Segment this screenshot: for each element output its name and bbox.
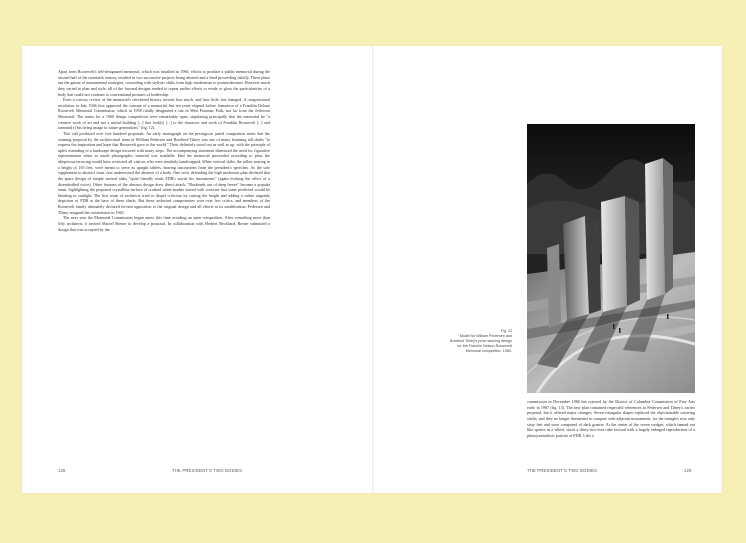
caption-line: Model for William Pedersen and: [459, 334, 512, 338]
paragraph: Apart from Roosevelt's self-designated memorial, which was installed in 1966, efforts to produce a public memorial during the second half of the twentieth century resulted in two successive projects being aborted and a third proceeding fitfully. These plans ran the gamut of monumental strategies, coinciding with stylistic shifts from high modernism to postmodernism. However much they varied in plan and style, all of the favored designs tended to repeat earlier efforts to evade or gloss the particularities of a body that could not conform to conventional postures of leadership.: [58, 69, 270, 97]
caption-line: Bradford Tilney's prize-winning design: [450, 339, 512, 343]
book-gutter: [372, 46, 374, 493]
running-head-right: THE PRESIDENT'S TWO BODIES: [527, 468, 598, 473]
paragraph: Even a cursory review of the memorial's checkered history reveals how much, and how little, has changed. A congressional resolution in July 1946 first approved the concept of a memorial, but ten years elapsed before formation of a Franklin Delano Roosevelt Memorial Commission, which in 1958 finally designated a site in West Potomac Park, not far from the Jefferson Memorial. The terms for a 1960 design competition were remarkably open, stipulating principally that the memorial be "a creative work of art and not a useful building [...] that look[s] [...] to the character and work of Franklin Roosevelt [...] and transmit[s] his living image to future generations" (fig. 12).: [58, 97, 270, 131]
paragraph: The next year the Memorial Commission began anew, this time avoiding an open competition. After consulting more than fifty architects, it invited Marcel Breuer to develop a proposal. In collaboration with Herbert Beckhard, Breuer submitted a design that was accepted by the: [58, 215, 270, 232]
paragraph: This call produced over five hundred proposals. An early monograph on the prestigious juried competition notes that the winning proposal by the architectural team of William Pedersen and Bradford Tilney was one of many featuring tall shafts "to express the inspiration and hope that Roosevelt gave to the world." Their definitely stood out as well as up, with the principle of uplift extending to a landscape design terraced with many steps. The accompanying statement dismissed the need for figurative representation when so much photographic material was available. Had the memorial proceeded according to plan, the ubiquitous terracing would have restricted all visitors who were similarly handicapped. White vertical slabs, the tallest soaring to a height of 165 feet, were meant to serve as upright tablets, bearing inscriptions from the president's speeches. As the sole supplement to abstract form, text underscored the absence of a body. One critic defending the high modernist plan declared that the spare design of simple incised slabs "quite literally reads FDR's words his instruments" (again evoking the effect of a disembodied voice). Other features of the abstract design drew direct attack. "Bookends out of deep freeze" became a popular taunt, highlighting the proposed crystalline surface of crushed white marble mixed with concrete that some predicted would be blinding in sunlight. The first team of architects tried to dispel criticism by cutting the height and adding a rather ungainly depiction of FDR at the base of these shafts. But these awkward compromises won over few critics, and members of the Roosevelt family ultimately declared fervent opposition to the original design and all efforts at its modification. Pedersen and Tilney resigned the commission in 1965.: [58, 130, 270, 215]
caption-line: Memorial competition, 1960.: [465, 349, 512, 353]
page-number-left: 128: [58, 468, 66, 473]
left-page-text-column: [58, 69, 270, 232]
photo-illustration: [527, 124, 695, 393]
figure-caption: [422, 329, 512, 354]
caption-line: Fig. 12: [500, 329, 512, 333]
right-page-text-column: [527, 399, 695, 438]
paragraph: commission in December 1966 but rejected by the District of Columbia Commission of Fine Arts early in 1967 (fig. 13). The new plan contained respectful references to Pedersen and Tilney's earlier proposal, but it offered major changes. Seven triangular shapes replaced the objectionable towering shafts, and they no longer threatened to compete with adjacent monuments, for the triangles rose only sixty feet and were composed of dark granite. At the center of the seven wedges, which fanned out like spokes in a wheel, stood a thirty-two-foot cube incised with a hugely enlarged reproduction of a photojournalistic portrait of FDR. Like a: [527, 399, 695, 438]
book-spread: [22, 46, 722, 493]
running-head-left: THE PRESIDENT'S TWO BODIES: [172, 468, 243, 473]
memorial-model-photo: [527, 124, 695, 393]
caption-line: for the Franklin Delano Roosevelt: [457, 344, 512, 348]
page-number-right: 129: [684, 468, 692, 473]
